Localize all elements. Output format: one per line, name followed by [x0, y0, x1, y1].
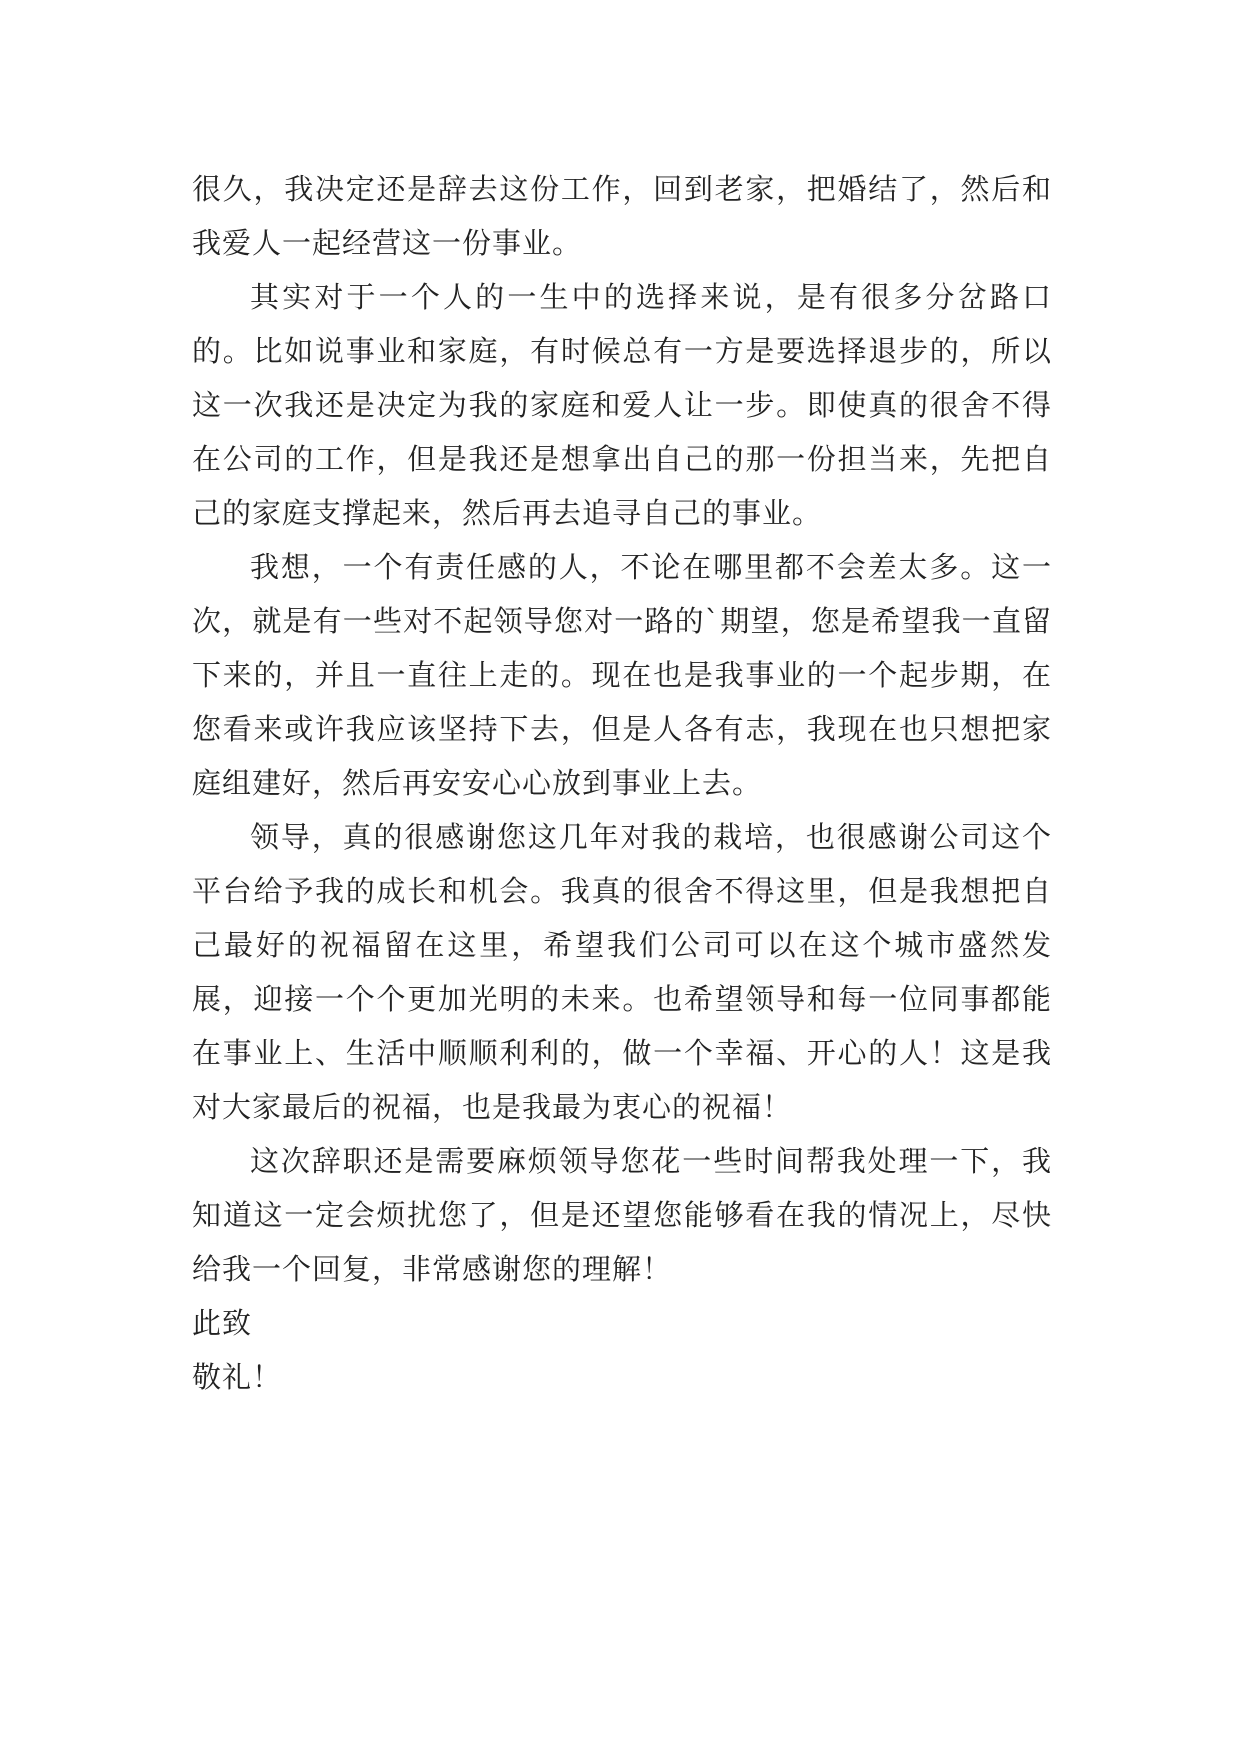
document-body	[192, 162, 1052, 1404]
paragraph-5: 这次辞职还是需要麻烦领导您花一些时间帮我处理一下，我知道这一定会烦扰您了，但是还望您能够看在我的情况上，尽快给我一个回复，非常感谢您的理解！	[192, 1144, 1052, 1286]
paragraph-2: 其实对于一个人的一生中的选择来说，是有很多分岔路口的。比如说事业和家庭，有时候总有一方是要选择退步的，所以这一次我还是决定为我的家庭和爱人让一步。即使真的很舍不得在公司的工作，但是我还是想拿出自己的那一份担当来，先把自己的家庭支撑起来，然后再去追寻自己的事业。	[192, 280, 1052, 530]
paragraph-3: 我想，一个有责任感的人，不论在哪里都不会差太多。这一次，就是有一些对不起领导您对一路的`期望，您是希望我一直留下来的，并且一直往上走的。现在也是我事业的一个起步期，在您看来或许我应该坚持下去，但是人各有志，我现在也只想把家庭组建好，然后再安安心心放到事业上去。	[192, 550, 1052, 800]
paragraph-4: 领导，真的很感谢您这几年对我的栽培，也很感谢公司这个平台给予我的成长和机会。我真的很舍不得这里，但是我想把自己最好的祝福留在这里，希望我们公司可以在这个城市盛然发展，迎接一个个更加光明的未来。也希望领导和每一位同事都能在事业上、生活中顺顺利利的，做一个幸福、开心的人！这是我对大家最后的祝福，也是我最为衷心的祝福！	[192, 820, 1052, 1124]
closing-regards: 敬礼！	[192, 1360, 283, 1394]
closing-salutation: 此致	[192, 1306, 253, 1340]
paragraph-1: 很久，我决定还是辞去这份工作，回到老家，把婚结了，然后和我爱人一起经营这一份事业。	[192, 172, 1052, 260]
